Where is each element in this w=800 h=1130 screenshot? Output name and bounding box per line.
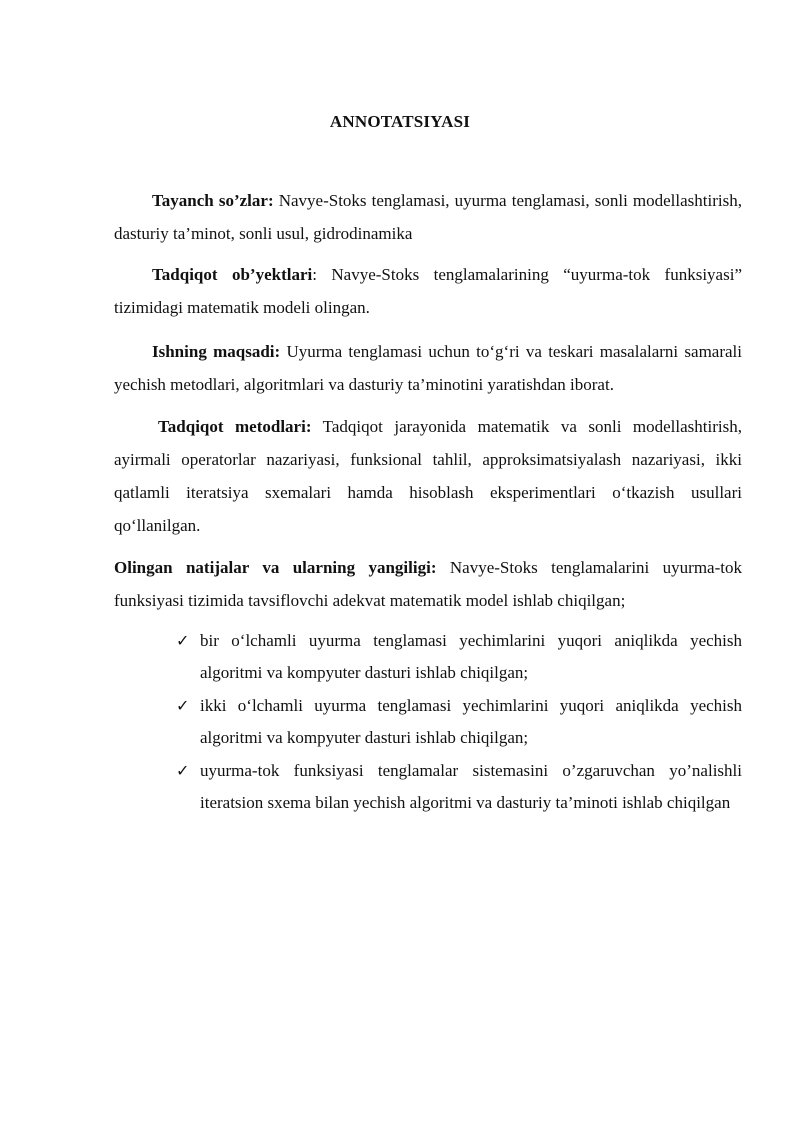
page-title: ANNOTATSIYASI <box>329 112 471 131</box>
keywords-paragraph <box>114 184 742 250</box>
objects-label: Tadqiqot ob’yektlari <box>152 265 313 284</box>
objects-paragraph <box>114 258 742 324</box>
list-item-text: ikki o‘lchamli uyurma tenglamasi yechimlarini yuqori aniqlikda yechish algoritmi va kompyuter dasturi ishlab chiqilgan; <box>200 696 742 747</box>
list-item <box>176 625 742 689</box>
results-paragraph <box>114 551 742 617</box>
objects-text: : Navye-Stoks tenglamalarining “uyurma-tok funksiyasi” tizimidagi matematik modeli olingan. <box>114 265 742 317</box>
list-item-text: uyurma-tok funksiyasi tenglamalar sistemasini o’zgaruvchan yo’nalishli iteratsion sxema bilan yechish algoritmi va dasturiy ta’minoti ishlab chiqilgan <box>200 761 742 812</box>
goal-paragraph <box>114 335 742 401</box>
methods-label: Tadqiqot metodlari: <box>158 417 312 436</box>
methods-paragraph <box>114 410 742 542</box>
list-item <box>176 690 742 754</box>
list-item-text: bir o‘lchamli uyurma tenglamasi yechimlarini yuqori aniqlikda yechish algoritmi va kompyuter dasturi ishlab chiqilgan; <box>200 631 742 682</box>
check-mark-icon: ✓ <box>176 631 190 650</box>
results-list <box>176 625 742 820</box>
results-label: Olingan natijalar va ularning yangiligi: <box>114 558 437 577</box>
check-mark-icon: ✓ <box>176 696 190 715</box>
list-item <box>176 755 742 819</box>
goal-text: Uyurma tenglamasi uchun to‘g‘ri va teskari masalalarni samarali yechish metodlari, algoritmlari va dasturiy ta’minotini yaratishdan iborat. <box>114 342 742 394</box>
check-mark-icon: ✓ <box>176 761 190 780</box>
keywords-text: Navye-Stoks tenglamasi, uyurma tenglamasi, sonli modellashtirish, dasturiy ta’minot, sonli usul, gidrodinamika <box>114 191 742 243</box>
results-text: Navye-Stoks tenglamalarini uyurma-tok funksiyasi tizimida tavsiflovchi adekvat matematik model ishlab chiqilgan; <box>114 558 742 610</box>
goal-label: Ishning maqsadi: <box>152 342 281 361</box>
keywords-label: Tayanch so’zlar: <box>152 191 274 210</box>
methods-text: Tadqiqot jarayonida matematik va sonli modellashtirish, ayirmali operatorlar nazariyasi, funksional tahlil, approksimatsiyalash nazariyasi, ikki qatlamli iteratsiya sxemalari hamda hisoblash eksperimentlari o‘tkazish usullari qo‘llanilgan. <box>114 417 742 535</box>
